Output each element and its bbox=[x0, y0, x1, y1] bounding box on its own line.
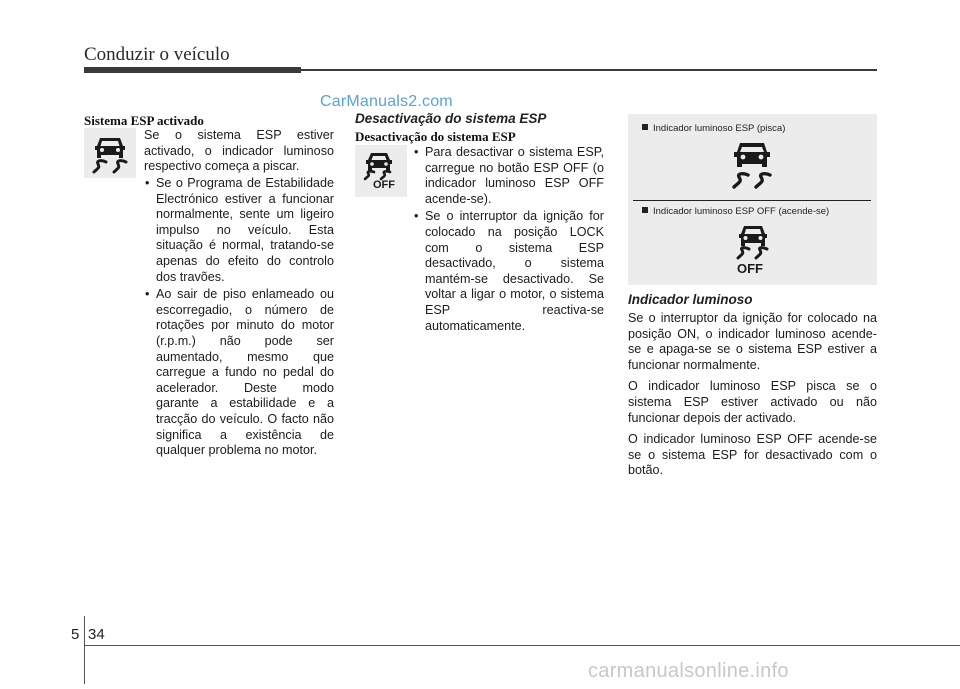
panel-label-esp-text: Indicador luminoso ESP (pisca) bbox=[653, 123, 786, 134]
panel-divider bbox=[633, 200, 871, 201]
watermark-bottom: carmanualsonline.info bbox=[588, 660, 789, 682]
square-bullet-icon bbox=[642, 207, 648, 213]
esp-off-icon bbox=[728, 222, 780, 280]
esp-on-intro-text: Se o sistema ESP estiver activado, o indicador luminoso respectivo começa a piscar. bbox=[144, 128, 334, 174]
panel-label-esp-off-text: Indicador luminoso ESP OFF (acende-se) bbox=[653, 206, 830, 217]
header-rule-thin bbox=[301, 69, 877, 71]
esp-deactivation-heading: Desactivação do sistema ESP bbox=[355, 129, 516, 144]
indicator-paragraph: O indicador luminoso ESP OFF acende-se se o sistema ESP for desactivado com o botão. bbox=[628, 432, 877, 478]
indicator-section-title: Indicador luminoso bbox=[628, 292, 753, 307]
page-header-title: Conduzir o veículo bbox=[84, 44, 230, 65]
panel-label-esp bbox=[642, 123, 785, 134]
panel-label-esp-off bbox=[642, 206, 829, 217]
esp-off-icon-text: OFF bbox=[373, 179, 395, 191]
square-bullet-icon bbox=[642, 124, 648, 130]
chapter-number: 5 bbox=[71, 626, 80, 643]
footer-vertical-rule bbox=[84, 616, 85, 684]
esp-skid-icon bbox=[84, 128, 136, 178]
esp-off-icon bbox=[355, 145, 407, 197]
list-item: • Se o interruptor da ignição for colocado na posição LOCK com o sistema ESP desactivado, o sistema mantém-se desactivado. Se voltar a ligar o motor, o sistema ESP reactiva-se automaticamente. bbox=[413, 209, 604, 334]
indicator-paragraph: O indicador luminoso ESP pisca se o sistema ESP estiver activado ou não funcionar depois der activado. bbox=[628, 379, 877, 425]
watermark-top: CarManuals2.com bbox=[320, 93, 453, 110]
list-item: • Para desactivar o sistema ESP, carregue no botão ESP OFF (o indicador luminoso ESP OFF acende-se). bbox=[413, 145, 604, 207]
page-number: 34 bbox=[88, 626, 105, 643]
esp-deactivation-section-title: Desactivação do sistema ESP bbox=[355, 111, 547, 126]
panel-esp-off-icon-text: OFF bbox=[737, 261, 763, 276]
indicator-paragraph: Se o interruptor da ignição for colocado na posição ON, o indicador luminoso acende-se e apaga-se se o sistema ESP estiver a funcionar normalmente. bbox=[628, 311, 877, 372]
footer-horizontal-rule bbox=[84, 645, 960, 646]
indicator-paragraphs bbox=[628, 311, 877, 479]
list-item: • Ao sair de piso enlameado ou escorregadio, o número de rotações por minuto do motor (r.p.m.) não pode ser aumentado, mesmo que carregue a fundo no pedal do acelerador. Deste modo garante a estabilidade e a tracção do veículo. O facto não significa a existência de qualquer problema no motor. bbox=[144, 287, 334, 459]
list-item: • Se o Programa de Estabilidade Electrónico estiver a funcionar normalmente, sente um ligeiro impulso no veículo. Esta situação é normal, tratando-se apenas do efeito do controlo dos travões. bbox=[144, 176, 334, 285]
esp-on-intro bbox=[144, 128, 334, 175]
esp-skid-icon bbox=[724, 137, 780, 193]
esp-on-bullets bbox=[144, 176, 334, 461]
esp-on-heading: Sistema ESP activado bbox=[84, 113, 204, 128]
esp-deactivation-bullets bbox=[413, 145, 604, 336]
header-rule-thick bbox=[84, 67, 301, 73]
